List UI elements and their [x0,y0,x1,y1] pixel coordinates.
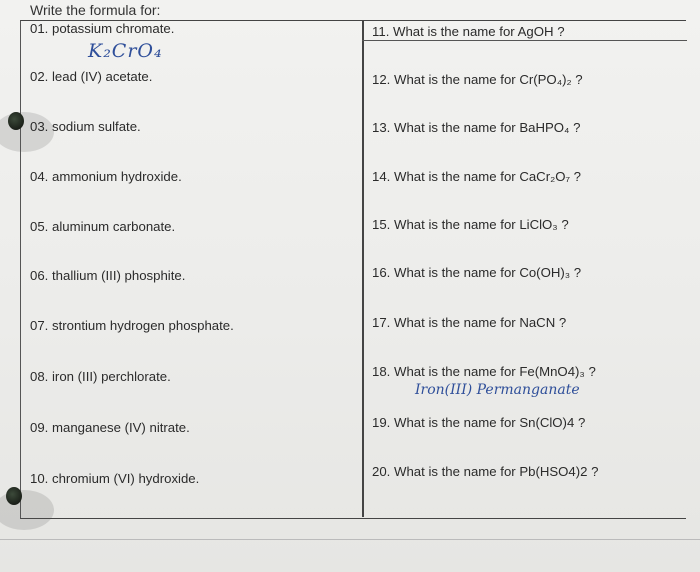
question-04: 04. ammonium hydroxide. [30,169,182,184]
column-divider [362,20,364,517]
punch-hole [8,112,24,130]
question-18: 18. What is the name for Fe(MnO4)₃ ? [372,364,596,379]
question-08: 08. iron (III) perchlorate. [30,369,171,384]
question-11: 11. What is the name for AgOH ? [372,24,565,39]
question-12: 12. What is the name for Cr(PO₄)₂ ? [372,72,583,87]
question-01: 01. potassium chromate. [30,21,175,36]
punch-hole [6,487,22,505]
question-09: 09. manganese (IV) nitrate. [30,420,190,435]
question-17: 17. What is the name for NaCN ? [372,315,567,330]
worksheet-title: Write the formula for: [30,2,161,18]
question-14: 14. What is the name for CaCr₂O₇ ? [372,169,582,184]
question-02: 02. lead (IV) acetate. [30,69,153,84]
handwritten-answer-18: Iron(III) Permanganate [415,382,580,398]
handwritten-answer-01: K₂CrO₄ [88,40,163,62]
row-divider [362,40,687,41]
question-15: 15. What is the name for LiClO₃ ? [372,217,569,232]
question-20: 20. What is the name for Pb(HSO4)2 ? [372,464,599,479]
page-edge-line [0,539,700,540]
question-16: 16. What is the name for Co(OH)₃ ? [372,265,582,280]
question-05: 05. aluminum carbonate. [30,219,176,234]
question-19: 19. What is the name for Sn(ClO)4 ? [372,415,586,430]
question-03: 03. sodium sulfate. [30,119,141,134]
question-06: 06. thallium (III) phosphite. [30,268,186,283]
question-10: 10. chromium (VI) hydroxide. [30,471,200,486]
question-13: 13. What is the name for BaHPO₄ ? [372,120,581,135]
question-07: 07. strontium hydrogen phosphate. [30,318,234,333]
